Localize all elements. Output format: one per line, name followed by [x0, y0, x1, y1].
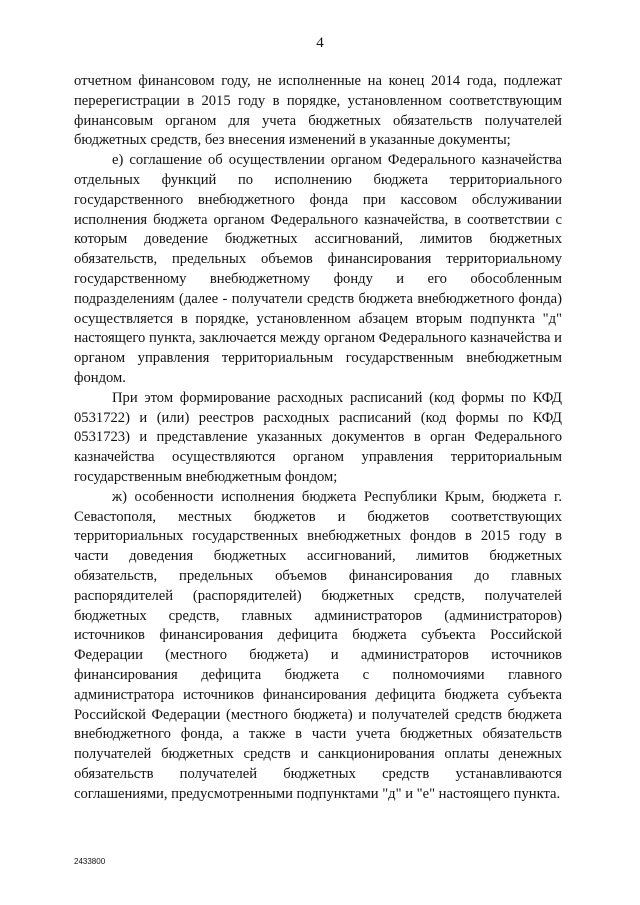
document-code: 2433800 — [74, 857, 106, 866]
document-body — [74, 72, 562, 804]
paragraph-continuation: отчетном финансовом году, не исполненные на конец 2014 года, подлежат перерегистрации в 2015 году в порядке, установленном соответствующим финансовым органом для учета бюджетных обязательств получателей бюджетных средств, без внесения изменений в указанные документы; — [74, 73, 562, 149]
paragraph-item-zh: ж) особенности исполнения бюджета Республики Крым, бюджета г. Севастополя, местных бюджетов и бюджетов соответствующих территориальных государственных внебюджетных фондов в 2015 году в части доведения бюджетных ассигнований, лимитов бюджетных обязательств, предельных объемов финансирования до главных распорядителей (распорядителей) бюджетных средств, получателей бюджетных средств, главных администраторов (администраторов) источников финансирования дефицита бюджета субъекта Российской Федерации (местного бюджета) и администраторов источников финансирования дефицита бюджета с полномочиями главного администратора источников финансирования дефицита бюджета субъекта Российской Федерации (местного бюджета) и получателей средств бюджета внебюджетного фонда, а также в части учета бюджетных обязательств получателей бюджетных средств и санкционирования оплаты денежных обязательств получателей бюджетных средств устанавливаются соглашениями, предусмотренными подпунктами "д" и "е" настоящего пункта. — [74, 488, 562, 802]
page-number: 4 — [316, 35, 324, 51]
paragraph-item-e-note: При этом формирование расходных расписаний (код формы по КФД 0531722) и (или) реестров расходных расписаний (код формы по КФД 0531723) и представление указанных документов в орган Федерального казначейства осуществляются органом управления территориальным государственным внебюджетным фондом; — [74, 389, 562, 485]
paragraph-item-e: е) соглашение об осуществлении органом Федерального казначейства отдельных функций по исполнению бюджета территориального государственного внебюджетного фонда при кассовом обслуживании исполнения бюджета органом Федерального казначейства, в соответствии с которым доведение бюджетных ассигнований, лимитов бюджетных обязательств, предельных объемов финансирования территориальному государственному внебюджетному фонду и его обособленным подразделениям (далее - получатели средств бюджета внебюджетного фонда) осуществляется в порядке, установленном абзацем вторым подпункта "д" настоящего пункта, заключается между органом Федерального казначейства и органом управления территориальным государственным внебюджетным фондом. — [74, 152, 562, 386]
